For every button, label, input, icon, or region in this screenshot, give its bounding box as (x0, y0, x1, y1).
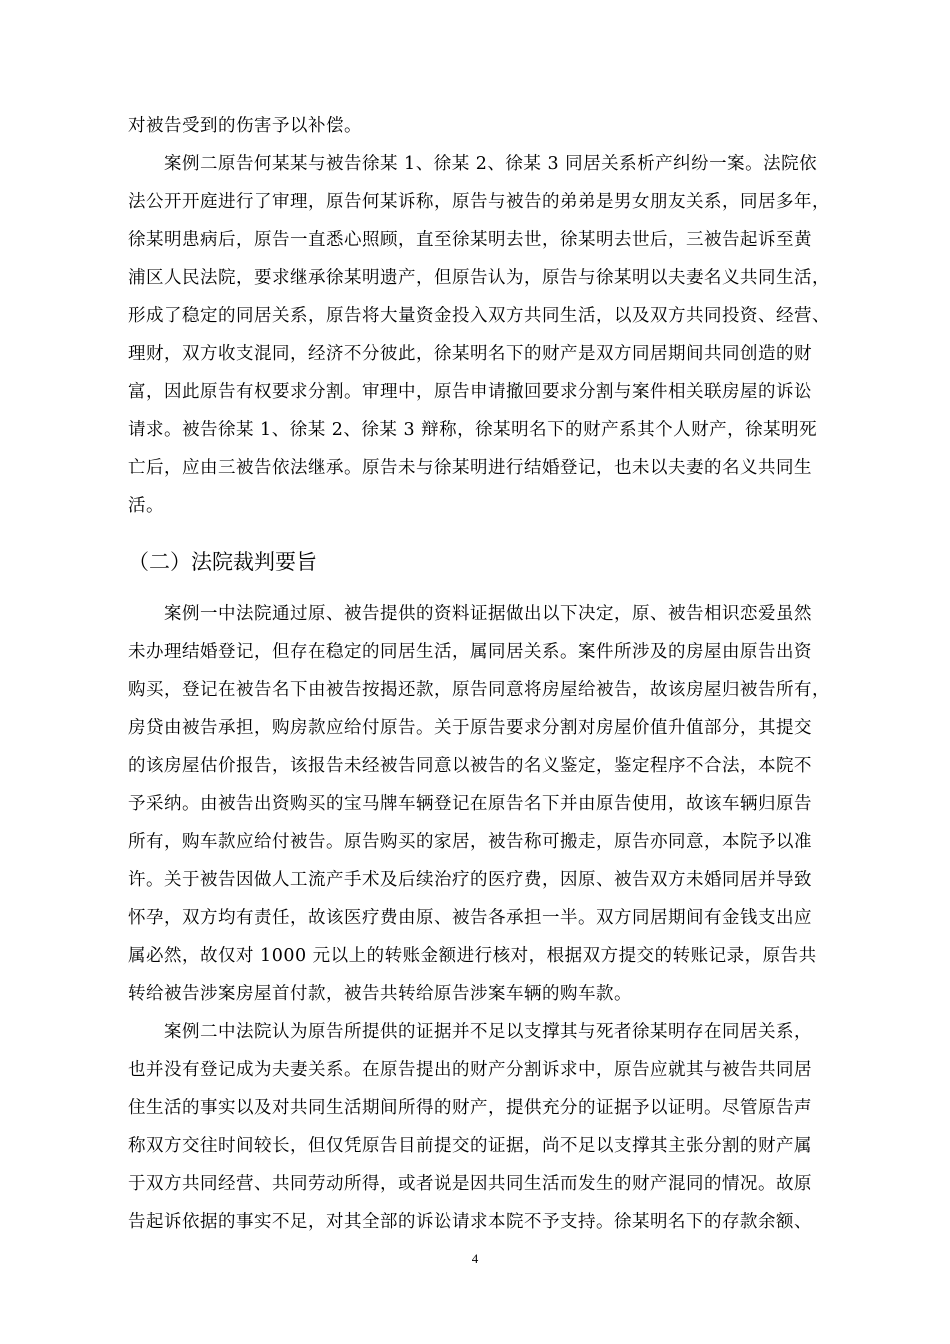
paragraph-2-line: 形成了稳定的同居关系，原告将大量资金投入双方共同生活，以及双方共同投资、经营、 (128, 306, 830, 326)
paragraph-3-line: 未办理结婚登记，但存在稳定的同居生活，属同居关系。案件所涉及的房屋由原告出资 (128, 642, 812, 662)
paragraph-2-line: 徐某明患病后，原告一直悉心照顾，直至徐某明去世，徐某明去世后，三被告起诉至黄 (128, 230, 812, 250)
paragraph-2-line: 亡后，应由三被告依法继承。原告未与徐某明进行结婚登记，也未以夫妻的名义共同生 (128, 458, 812, 478)
paragraph-3-line: 所有，购车款应给付被告。原告购买的家居，被告称可搬走，原告亦同意，本院予以准 (128, 832, 812, 852)
paragraph-4-line: 于双方共同经营、共同劳动所得，或者说是因共同生活而发生的财产混同的情况。故原 (128, 1174, 812, 1194)
paragraph-3-line: 案例一中法院通过原、被告提供的资料证据做出以下决定，原、被告相识恋爱虽然 (164, 604, 812, 624)
paragraph-2-line: 活。 (128, 496, 164, 516)
paragraph-2-line: 法公开开庭进行了审理，原告何某诉称，原告与被告的弟弟是男女朋友关系，同居多年， (128, 192, 830, 212)
paragraph-2-line: 请求。被告徐某 1、徐某 2、徐某 3 辩称，徐某明名下的财产系其个人财产，徐某明死 (128, 420, 818, 440)
section-heading: （二）法院裁判要旨 (128, 550, 317, 574)
paragraph-3-line: 转给被告涉案房屋首付款，被告共转给原告涉案车辆的购车款。 (128, 984, 632, 1004)
paragraph-3-line: 属必然，故仅对 1000 元以上的转账金额进行核对，根据双方提交的转账记录，原告共 (128, 946, 817, 966)
paragraph-2-line: 理财，双方收支混同，经济不分彼此，徐某明名下的财产是双方同居期间共同创造的财 (128, 344, 812, 364)
paragraph-2-line: 浦区人民法院，要求继承徐某明遗产，但原告认为，原告与徐某明以夫妻名义共同生活， (128, 268, 830, 288)
paragraph-4-line: 也并没有登记成为夫妻关系。在原告提出的财产分割诉求中，原告应就其与被告共同居 (128, 1060, 812, 1080)
paragraph-4-line: 住生活的事实以及对共同生活期间所得的财产，提供充分的证据予以证明。尽管原告声 (128, 1098, 812, 1118)
paragraph-1-line: 对被告受到的伤害予以补偿。 (128, 116, 362, 136)
paragraph-3-line: 的该房屋估价报告，该报告未经被告同意以被告的名义鉴定，鉴定程序不合法，本院不 (128, 756, 812, 776)
paragraph-2-line: 富，因此原告有权要求分割。审理中，原告申请撤回要求分割与案件相关联房屋的诉讼 (128, 382, 812, 402)
paragraph-4-line: 案例二中法院认为原告所提供的证据并不足以支撑其与死者徐某明存在同居关系， (164, 1022, 812, 1042)
paragraph-4-line: 告起诉依据的事实不足，对其全部的诉讼请求本院不予支持。徐某明名下的存款余额、 (128, 1212, 812, 1232)
paragraph-3-line: 购买，登记在被告名下由被告按揭还款，原告同意将房屋给被告，故该房屋归被告所有， (128, 680, 830, 700)
paragraph-3-line: 房贷由被告承担，购房款应给付原告。关于原告要求分割对房屋价值升值部分，其提交 (128, 718, 812, 738)
paragraph-3-line: 予采纳。由被告出资购买的宝马牌车辆登记在原告名下并由原告使用，故该车辆归原告 (128, 794, 812, 814)
paragraph-3-line: 怀孕，双方均有责任，故该医疗费由原、被告各承担一半。双方同居期间有金钱支出应 (128, 908, 812, 928)
paragraph-2-line: 案例二原告何某某与被告徐某 1、徐某 2、徐某 3 同居关系析产纠纷一案。法院依 (164, 154, 818, 174)
paragraph-4-line: 称双方交往时间较长，但仅凭原告目前提交的证据，尚不足以支撑其主张分割的财产属 (128, 1136, 812, 1156)
page-number: 4 (471, 1251, 479, 1266)
paragraph-3-line: 许。关于被告因做人工流产手术及后续治疗的医疗费，因原、被告双方未婚同居并导致 (128, 870, 812, 890)
